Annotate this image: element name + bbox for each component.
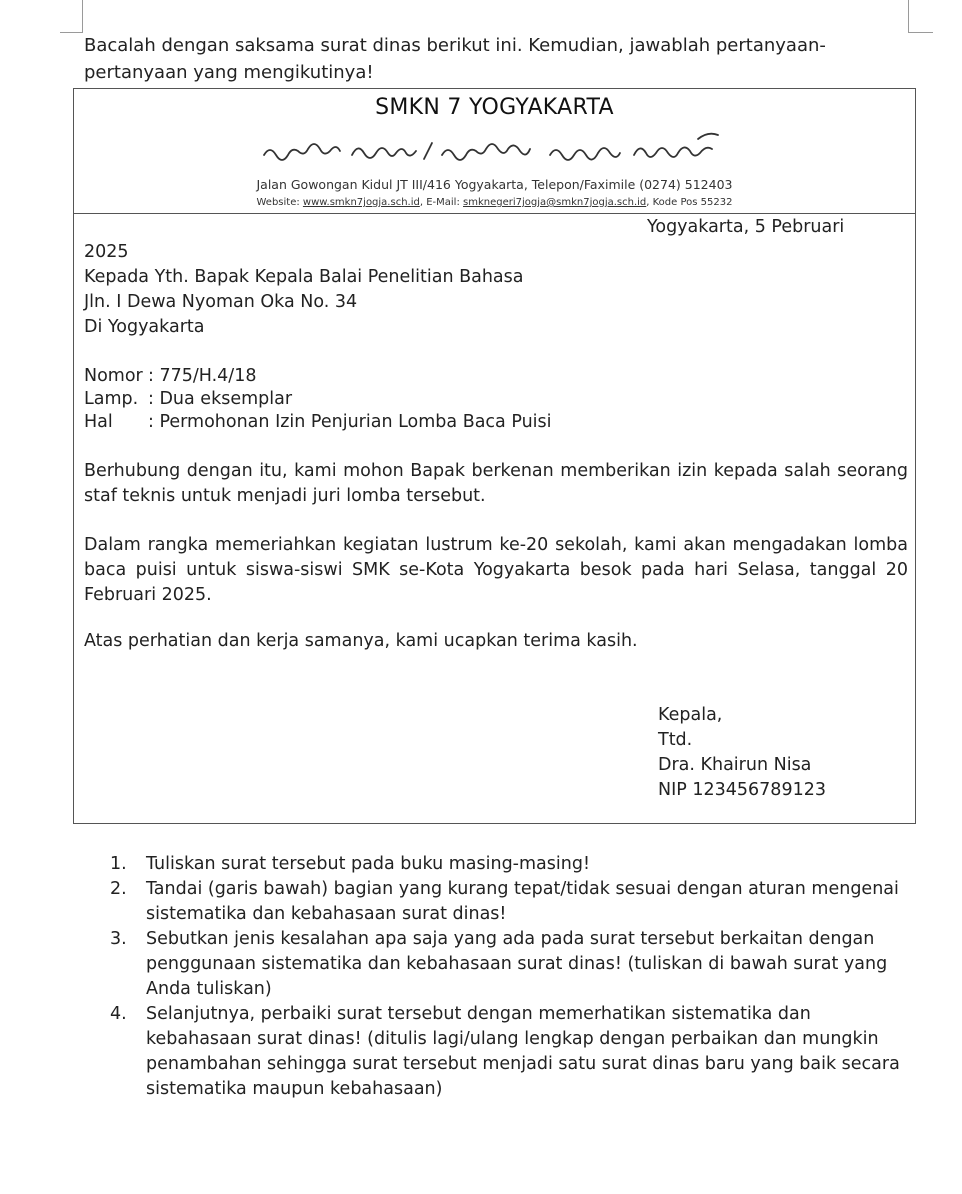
question-number: 2.: [110, 879, 127, 899]
letter-number-label: Nomor: [84, 366, 143, 386]
letter-paragraph: Berhubung dengan itu, kami mohon Bapak berkenan memberikan izin kepada salah seorang staf teknis untuk menjadi juri lomba tersebut.: [84, 461, 908, 506]
signature-title: Kepala,: [658, 705, 723, 725]
recipient-line: Di Yogyakarta: [84, 317, 205, 337]
attachment-row: [84, 387, 292, 412]
letter-number-value: : 775/H.4/18: [148, 366, 257, 386]
attachment-label: Lamp.: [84, 389, 139, 409]
subject-label: Hal: [84, 412, 113, 432]
question-text: Sebutkan jenis kesalahan apa saja yang ada pada surat tersebut berkaitan dengan penggunaan sistematika dan kebahasaan surat dinas! (tuliskan di bawah surat yang Anda tuliskan): [146, 929, 888, 999]
question-item: [110, 927, 910, 1002]
question-item: [110, 852, 910, 877]
question-item: [110, 1002, 910, 1102]
letterhead-address: Jalan Gowongan Kidul JT III/416 Yogyakarta, Telepon/Faximile (0274) 512403: [256, 177, 733, 192]
question-number: 4.: [110, 1004, 127, 1024]
letter-date: Yogyakarta, 5 Pebruari: [647, 217, 845, 237]
email-link[interactable]: smknegeri7jogja@smkn7jogja.sch.id: [463, 197, 647, 208]
recipient-line: Kepada Yth. Bapak Kepala Balai Penelitian Bahasa: [84, 267, 524, 287]
signatory-nip: NIP 123456789123: [658, 780, 826, 800]
email-label: , E-Mail:: [419, 197, 463, 208]
question-item: [110, 877, 910, 927]
question-text: Selanjutnya, perbaiki surat tersebut dengan memerhatikan sistematika dan kebahasaan surat dinas! (ditulis lagi/ulang lengkap dengan perbaikan dan mungkin penambahan sehingga surat tersebut menjadi satu surat dinas baru yang baik secara sistematika maupun kebahasaan): [146, 1004, 900, 1099]
instruction-text: Bacalah dengan saksama surat dinas berikut ini. Kemudian, jawablah pertanyaan-pertanyaan yang mengikutinya!: [84, 35, 826, 83]
javanese-script-logo: [260, 129, 730, 169]
subject-row: [84, 410, 552, 435]
postal-code: , Kode Pos 55232: [646, 197, 733, 208]
question-number: 1.: [110, 854, 127, 874]
recipient-line: Jln. I Dewa Nyoman Oka No. 34: [84, 292, 358, 312]
signature-mark: Ttd.: [658, 730, 693, 750]
page-corner-mark-left: [60, 0, 83, 33]
letter-number-row: [84, 364, 256, 389]
attachment-value: : Dua eksemplar: [148, 389, 293, 409]
subject-value: : Permohonan Izin Penjurian Lomba Baca Puisi: [148, 412, 552, 432]
official-letter: [73, 88, 916, 824]
question-number: 3.: [110, 929, 127, 949]
letter-date-year: 2025: [84, 242, 129, 262]
signatory-name: Dra. Khairun Nisa: [658, 755, 812, 775]
letter-paragraph: Atas perhatian dan kerja samanya, kami ucapkan terima kasih.: [84, 631, 638, 651]
question-list: [110, 852, 910, 1102]
page-corner-mark-right: [908, 0, 933, 33]
letter-paragraph: Dalam rangka memeriahkan kegiatan lustrum ke-20 sekolah, kami akan mengadakan lomba baca puisi untuk siswa-siswi SMK se-Kota Yogyakarta besok pada hari Selasa, tanggal 20 Februari 2025.: [84, 535, 908, 605]
school-name: SMKN 7 YOGYAKARTA: [375, 95, 614, 120]
letterhead-contact: [74, 197, 915, 208]
question-text: Tandai (garis bawah) bagian yang kurang tepat/tidak sesuai dengan aturan mengenai sistematika dan kebahasaan surat dinas!: [146, 879, 899, 924]
website-label: Website:: [256, 197, 303, 208]
question-text: Tuliskan surat tersebut pada buku masing-masing!: [146, 854, 590, 874]
website-link[interactable]: www.smkn7jogja.sch.id: [302, 197, 420, 208]
letterhead: [74, 89, 915, 214]
